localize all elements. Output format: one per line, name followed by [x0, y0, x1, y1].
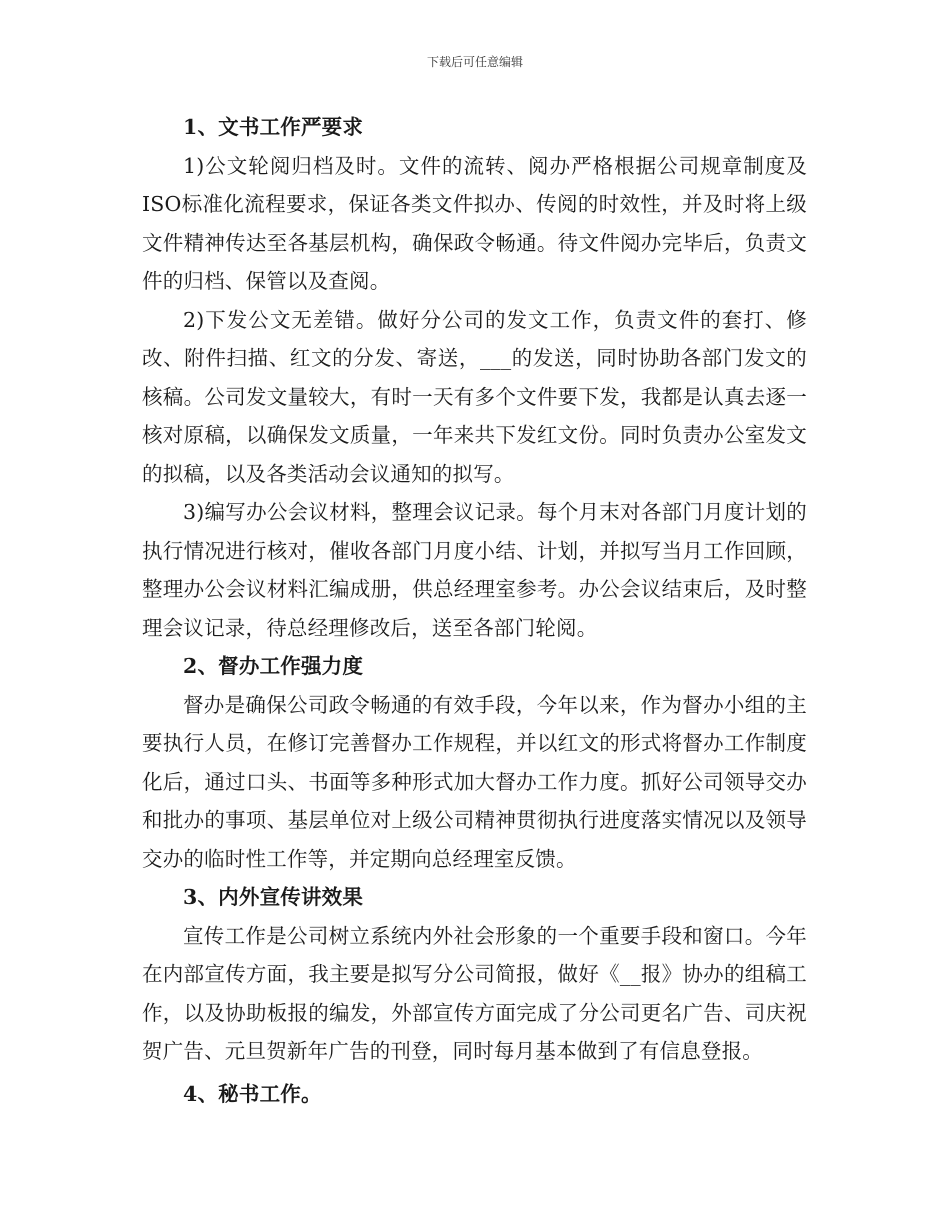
document-body: [142, 108, 807, 1113]
section-heading-3: 3、内外宣传讲效果: [183, 885, 364, 909]
paragraph-3-1: 宣传工作是公司树立系统内外社会形象的一个重要手段和窗口。今年在内部宣传方面，我主要是拟写分公司简报，做好《__报》协办的组稿工作，以及协助板报的编发，外部宣传方面完成了分公司更名广告、司庆祝贺广告、元旦贺新年广告的刊登，同时每月基本做到了有信息登报。: [142, 923, 807, 1063]
paragraph-2-1: 督办是确保公司政令畅通的有效手段，今年以来，作为督办小组的主要执行人员，在修订完善督办工作规程，并以红文的形式将督办工作制度化后，通过口头、书面等多种形式加大督办工作力度。抓好公司领导交办和批办的事项、基层单位对上级公司精神贯彻执行进度落实情况以及领导交办的临时性工作等，并定期向总经理室反馈。: [142, 692, 807, 871]
page-header: 下载后可任意编辑: [426, 55, 523, 69]
section-heading-2: 2、督办工作强力度: [183, 654, 364, 678]
paragraph-1-3: 3)编写办公会议材料，整理会议记录。每个月末对各部门月度计划的执行情况进行核对，催收各部门月度小结、计划，并拟写当月工作回顾，整理办公会议材料汇编成册，供总经理室参考。办公会议结束后，及时整理会议记录，待总经理修改后，送至各部门轮阅。: [142, 500, 807, 640]
paragraph-1-1: 1)公文轮阅归档及时。文件的流转、阅办严格根据公司规章制度及ISO标准化流程要求，保证各类文件拟办、传阅的时效性，并及时将上级文件精神传达至各基层机构，确保政令畅通。待文件阅办完毕后，负责文件的归档、保管以及查阅。: [142, 153, 807, 293]
paragraph-1-2: 2)下发公文无差错。做好分公司的发文工作，负责文件的套打、修改、附件扫描、红文的分发、寄送，___的发送，同时协助各部门发文的核稿。公司发文量较大，有时一天有多个文件要下发，我都是认真去逐一核对原稿，以确保发文质量，一年来共下发红文份。同时负责办公室发文的拟稿，以及各类活动会议通知的拟写。: [142, 307, 807, 486]
section-heading-4: 4、秘书工作。: [183, 1081, 322, 1106]
section-heading-1: 1、文书工作严要求: [183, 115, 364, 139]
